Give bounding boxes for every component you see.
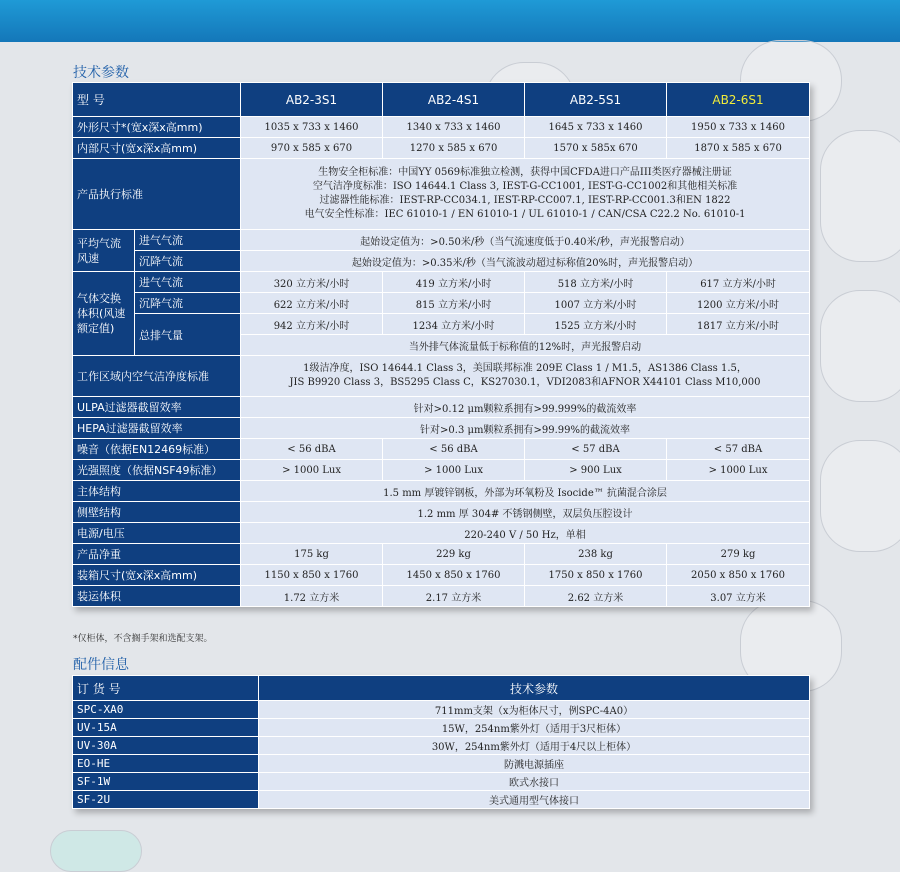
table-row	[73, 397, 810, 418]
order-code-header: 订 货 号	[73, 676, 259, 701]
table-row	[73, 159, 810, 230]
row-label: 内部尺寸(宽x深x高mm)	[73, 138, 241, 159]
cell: > 1000 Lux	[241, 460, 383, 481]
table-row	[73, 502, 810, 523]
cleanliness-cell	[241, 356, 810, 397]
row-label: 装箱尺寸(宽x深x高mm)	[73, 565, 241, 586]
cell: 1200 立方米/小时	[667, 293, 810, 314]
accessory-row	[73, 773, 810, 791]
cell: > 1000 Lux	[383, 460, 525, 481]
table-row	[73, 544, 810, 565]
standard-line: 电气安全性标准：IEC 61010-1 / EN 61010-1 / UL 61010-1 / CAN/CSA C22.2 No. 61010-1	[304, 209, 746, 220]
row-label: 产品净重	[73, 544, 241, 565]
row-label: 装运体积	[73, 586, 241, 607]
cell: 175 kg	[241, 544, 383, 565]
model-label: 型 号	[73, 83, 241, 117]
row-label: 工作区域内空气洁净度标准	[73, 356, 241, 397]
table-row	[73, 418, 810, 439]
row-label: HEPA过滤器截留效率	[73, 418, 241, 439]
cell: 1450 x 850 x 1760	[383, 565, 525, 586]
model-col: AB2-3S1	[241, 83, 383, 117]
model-col: AB2-4S1	[383, 83, 525, 117]
cell: 320 立方米/小时	[241, 272, 383, 293]
row-label: 主体结构	[73, 481, 241, 502]
bg-shape	[820, 290, 900, 402]
order-code: UV-30A	[73, 737, 259, 755]
row-label: 产品执行标准	[73, 159, 241, 230]
cell: 2.17 立方米	[383, 586, 525, 607]
row-label: 外形尺寸*(宽x深x高mm)	[73, 117, 241, 138]
cell: 3.07 立方米	[667, 586, 810, 607]
cell: 229 kg	[383, 544, 525, 565]
cell: 970 x 585 x 670	[241, 138, 383, 159]
accessory-row	[73, 791, 810, 809]
cell: 1525 立方米/小时	[525, 314, 667, 335]
order-code: SF-1W	[73, 773, 259, 791]
cleanliness-line: 1级洁净度，ISO 14644.1 Class 3，美国联邦标准 209E Class 1 / M1.5，AS1386 Class 1.5，	[303, 363, 747, 374]
order-code: SF-2U	[73, 791, 259, 809]
cell: 815 立方米/小时	[383, 293, 525, 314]
cell: < 56 dBA	[383, 439, 525, 460]
table-row	[73, 356, 810, 397]
sub-label: 进气气流	[135, 272, 241, 293]
spec-section-title: 技术参数	[73, 65, 129, 81]
accessories-table	[72, 675, 810, 809]
cell: 1645 x 733 x 1460	[525, 117, 667, 138]
accessory-row	[73, 701, 810, 719]
accessory-spec: 711mm支架（x为柜体尺寸，例SPC-4A0）	[259, 701, 810, 719]
cell: < 57 dBA	[525, 439, 667, 460]
cell: 1.2 mm 厚 304# 不锈钢侧壁，双层负压腔设计	[241, 502, 810, 523]
cell: 1.72 立方米	[241, 586, 383, 607]
footnote: *仅柜体，不含搁手架和选配支架。	[73, 634, 213, 644]
table-row	[73, 523, 810, 544]
cell: 1817 立方米/小时	[667, 314, 810, 335]
cell: 622 立方米/小时	[241, 293, 383, 314]
accessory-spec: 欧式水接口	[259, 773, 810, 791]
row-label: 噪音（依据EN12469标准）	[73, 439, 241, 460]
table-row	[73, 138, 810, 159]
row-label: 侧壁结构	[73, 502, 241, 523]
row-label: 电源/电压	[73, 523, 241, 544]
bg-shape	[820, 440, 900, 552]
cell: < 57 dBA	[667, 439, 810, 460]
order-code: SPC-XA0	[73, 701, 259, 719]
cell: 617 立方米/小时	[667, 272, 810, 293]
sub-label: 沉降气流	[135, 251, 241, 272]
table-row	[73, 293, 810, 314]
accessories-section-title: 配件信息	[73, 657, 129, 673]
bg-shape	[820, 130, 900, 262]
cell: < 56 dBA	[241, 439, 383, 460]
table-row	[73, 565, 810, 586]
cell: 518 立方米/小时	[525, 272, 667, 293]
order-code: UV-15A	[73, 719, 259, 737]
row-label: 平均气流风速	[73, 230, 135, 272]
cell: 279 kg	[667, 544, 810, 565]
row-label: 气体交换体积(风速额定值)	[73, 272, 135, 356]
accessory-spec: 防溅电源插座	[259, 755, 810, 773]
accessory-spec: 美式通用型气体接口	[259, 791, 810, 809]
accessory-row	[73, 719, 810, 737]
cell: 针对>0.3 μm颗粒系拥有>99.99%的截流效率	[241, 418, 810, 439]
accessories-header-row	[73, 676, 810, 701]
table-row	[73, 460, 810, 481]
cell: > 1000 Lux	[667, 460, 810, 481]
cell: > 900 Lux	[525, 460, 667, 481]
cell: 起始设定值为：>0.50米/秒（当气流速度低于0.40米/秒，声光报警启动）	[241, 230, 810, 251]
table-row	[73, 586, 810, 607]
cell: 1870 x 585 x 670	[667, 138, 810, 159]
bg-shape	[50, 830, 142, 872]
accessory-row	[73, 737, 810, 755]
cell: 238 kg	[525, 544, 667, 565]
cell: 1007 立方米/小时	[525, 293, 667, 314]
table-row	[73, 251, 810, 272]
cell: 2.62 立方米	[525, 586, 667, 607]
standard-line: 生物安全柜标准：中国YY 0569标准独立检测，获得中国CFDA进口产品III类医疗器械注册证	[318, 167, 732, 178]
cell: 针对>0.12 μm颗粒系拥有>99.999%的截流效率	[241, 397, 810, 418]
table-row	[73, 439, 810, 460]
cell: 1950 x 733 x 1460	[667, 117, 810, 138]
cell: 2050 x 850 x 1760	[667, 565, 810, 586]
sub-label: 进气气流	[135, 230, 241, 251]
spec-table	[72, 82, 810, 607]
cell: 220-240 V / 50 Hz，单相	[241, 523, 810, 544]
model-col: AB2-5S1	[525, 83, 667, 117]
cell: 1.5 mm 厚镀锌钢板，外部为环氧粉及 Isocide™ 抗菌混合涂层	[241, 481, 810, 502]
cell: 当外排气体流量低于标称值的12%时，声光报警启动	[241, 335, 810, 356]
cell: 942 立方米/小时	[241, 314, 383, 335]
cell: 1340 x 733 x 1460	[383, 117, 525, 138]
table-row	[73, 272, 810, 293]
table-row	[73, 481, 810, 502]
cell: 1035 x 733 x 1460	[241, 117, 383, 138]
standard-line: 过滤器性能标准：IEST-RP-CC034.1, IEST-RP-CC007.1, IEST-RP-CC001.3和EN 1822	[319, 195, 731, 206]
accessory-row	[73, 755, 810, 773]
cleanliness-line: JIS B9920 Class 3，BS5295 Class C，KS27030.1，VDI2083和AFNOR X44101 Class M10,000	[289, 377, 761, 388]
cell: 1270 x 585 x 670	[383, 138, 525, 159]
table-row	[73, 314, 810, 335]
sub-label: 总排气量	[135, 314, 241, 356]
top-banner	[0, 0, 900, 42]
cell: 1150 x 850 x 1760	[241, 565, 383, 586]
cell: 1750 x 850 x 1760	[525, 565, 667, 586]
cell: 起始设定值为：>0.35米/秒（当气流波动超过标称值20%时，声光报警启动）	[241, 251, 810, 272]
cell: 419 立方米/小时	[383, 272, 525, 293]
standard-line: 空气洁净度标准：ISO 14644.1 Class 3, IEST-G-CC1001, IEST-G-CC1002和其他相关标准	[312, 181, 738, 192]
accessory-spec: 30W，254nm紫外灯（适用于4尺以上柜体）	[259, 737, 810, 755]
row-label: 光强照度（依据NSF49标准）	[73, 460, 241, 481]
table-row	[73, 230, 810, 251]
sub-label: 沉降气流	[135, 293, 241, 314]
model-col-highlight: AB2-6S1	[667, 83, 810, 117]
standards-cell	[241, 159, 810, 230]
accessory-spec: 15W，254nm紫外灯（适用于3尺柜体）	[259, 719, 810, 737]
order-code: EO-HE	[73, 755, 259, 773]
cell: 1570 x 585x 670	[525, 138, 667, 159]
row-label: ULPA过滤器截留效率	[73, 397, 241, 418]
table-row	[73, 117, 810, 138]
spec-header: 技术参数	[259, 676, 810, 701]
header-row	[73, 83, 810, 117]
cell: 1234 立方米/小时	[383, 314, 525, 335]
